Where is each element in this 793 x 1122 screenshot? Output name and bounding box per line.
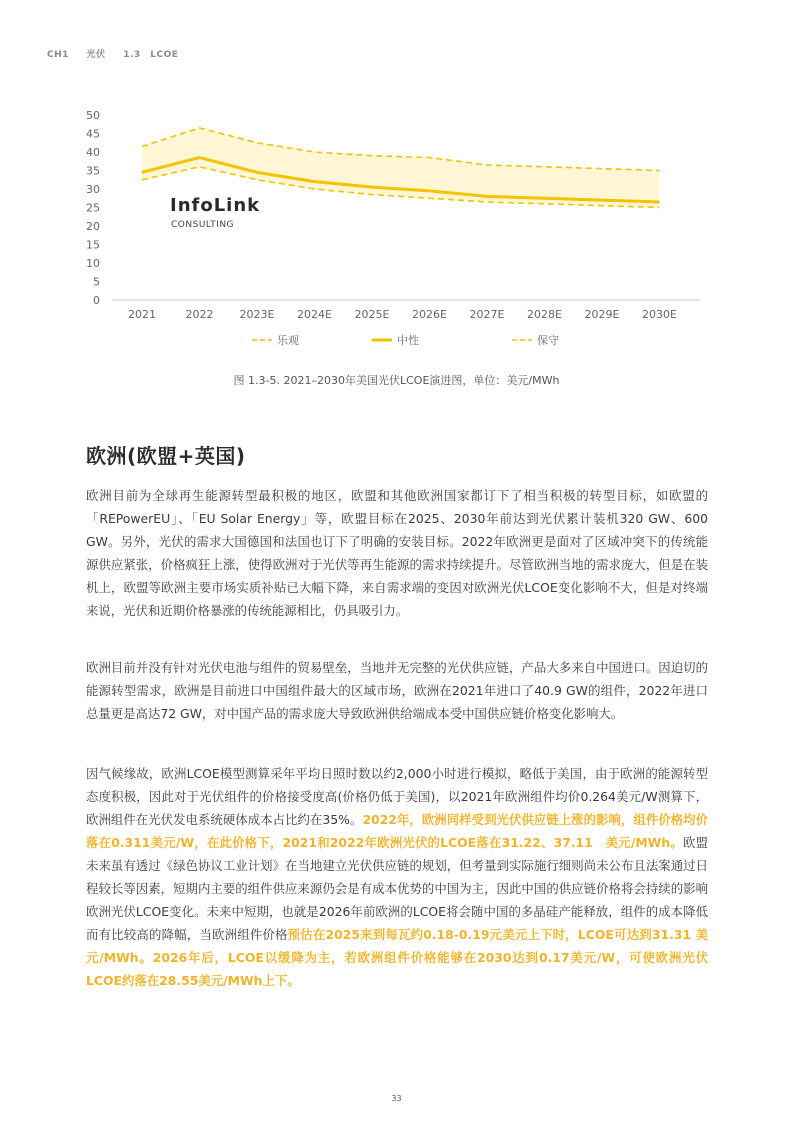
watermark-sub: CONSULTING xyxy=(171,220,235,230)
lcoe-chart-svg xyxy=(60,100,720,352)
chart-legend xyxy=(252,333,559,347)
lcoe-chart xyxy=(60,100,720,356)
y-tick-label: 25 xyxy=(86,201,100,215)
x-tick-label: 2023E xyxy=(239,308,275,321)
y-tick-label: 45 xyxy=(86,127,100,141)
x-tick-label: 2028E xyxy=(527,308,562,321)
header-topic: 光伏 xyxy=(86,50,106,60)
y-tick-label: 5 xyxy=(93,275,100,289)
section-title: 欧洲(欧盟+英国) xyxy=(86,444,246,468)
legend-label: 中性 xyxy=(397,334,419,347)
paragraph-3-text-a: 因气候缘故，欧洲LCOE模型测算采年平均日照时数以约2,000小时进行模拟，略低于美国，由于欧洲的能源转型态度积极，因此对于光伏组件的价格接受度高(价格仍低于美国)，以2021年欧洲组件均价0.264美元/W测算下，欧洲组件在光伏发电系统硬体成本占比约在35%。 xyxy=(86,766,708,827)
paragraph-2: 欧洲目前并没有针对光伏电池与组件的贸易壁垒，当地并无完整的光伏供应链，产品大多来自中国进口。因迫切的能源转型需求，欧洲是目前进口中国组件最大的区域市场，欧洲在2021年进口了40.9 GW的组件，2022年进口总量更是高达72 GW，对中国产品的需求庞大导致欧洲供给端成本受中国供应链价格变化影响大。 xyxy=(86,660,708,721)
legend-label: 保守 xyxy=(537,334,559,347)
x-tick-label: 2029E xyxy=(584,308,620,321)
x-tick-label: 2025E xyxy=(354,308,390,321)
watermark-main: InfoLink xyxy=(170,195,261,216)
y-tick-label: 20 xyxy=(86,220,100,233)
paragraph-3-highlight-2: 预估在2025来到每瓦约0.18-0.19元美元上下时，LCOE可达到31.31 美元/MWh。2026年后，LCOE以缓降为主，若欧洲组件价格能够在2030达到0.17美元/W，可使欧洲光伏LCOE约落在28.55美元/MWh上下。 xyxy=(86,927,709,988)
x-tick-label: 2021 xyxy=(128,308,156,321)
y-tick-label: 40 xyxy=(86,146,100,159)
paragraph-3-highlight-1: 2022年，欧洲同样受到光伏供应链上涨的影响，组件价格均价落在0.311美元/W，在此价格下，2021和2022年欧洲光伏的LCOE落在31.22、37.11 美元/MWh。 xyxy=(86,812,708,850)
y-tick-label: 50 xyxy=(86,109,100,122)
x-tick-label: 2027E xyxy=(469,308,505,321)
paragraph-1: 欧洲目前为全球再生能源转型最积极的地区，欧盟和其他欧洲国家都订下了相当积极的转型目标，如欧盟的「REPowerEU」、「EU Solar Energy」等，欧盟目标在2025、2030年前达到光伏累计装机320 GW、600 GW。另外，光伏的需求大国德国和法国也订下了明确的安装目标。2022年欧洲更是面对了区域冲突下的传统能源供应紧张，价格疯狂上涨，使得欧洲对于光伏等再生能源的需求持续提升。尽管欧洲当地的需求庞大，但是在装机上，欧盟等欧洲主要市场实质补贴已大幅下降，来自需求端的变因对欧洲光伏LCOE变化影响不大，但是对终端来说，光伏和近期价格暴涨的传统能源相比，仍具吸引力。 xyxy=(86,488,708,618)
header-subsection: LCOE xyxy=(150,50,179,60)
x-tick-label: 2026E xyxy=(412,308,447,321)
paragraph-3 xyxy=(86,762,708,992)
y-tick-label: 0 xyxy=(93,294,100,307)
header-section: 1.3 xyxy=(123,50,141,60)
header-chapter: CH1 xyxy=(47,50,69,60)
paragraph-3-text-b: 欧盟未来虽有透过《绿色协议工业计划》在当地建立光伏供应链的规划，但考量到实际施行细则尚未公布且法案通过日程较长等因素，短期内主要的组件供应来源仍会是有成本优势的中国为主，因此中国的供应链价格将会持续的影响欧洲光伏LCOE变化。未来中短期，也就是2026年前欧洲的LCOE将会随中国的多晶硅产能释放，组件的成本降低而有比较高的降幅，当欧洲组件价格 xyxy=(86,835,708,942)
y-tick-label: 15 xyxy=(86,238,100,252)
legend-label: 乐观 xyxy=(277,334,299,347)
running-header xyxy=(47,47,192,60)
infolink-watermark xyxy=(170,195,260,230)
figure-caption: 图 1.3-5. 2021–2030年美国光伏LCOE演进图，单位：美元/MWh xyxy=(233,374,560,387)
page-number: 33 xyxy=(391,1094,402,1103)
y-tick-label: 30 xyxy=(86,183,100,196)
y-tick-label: 10 xyxy=(86,257,100,270)
x-tick-label: 2022 xyxy=(185,308,214,321)
y-tick-label: 35 xyxy=(86,164,100,178)
x-tick-label: 2030E xyxy=(642,308,677,321)
x-tick-label: 2024E xyxy=(297,308,332,321)
